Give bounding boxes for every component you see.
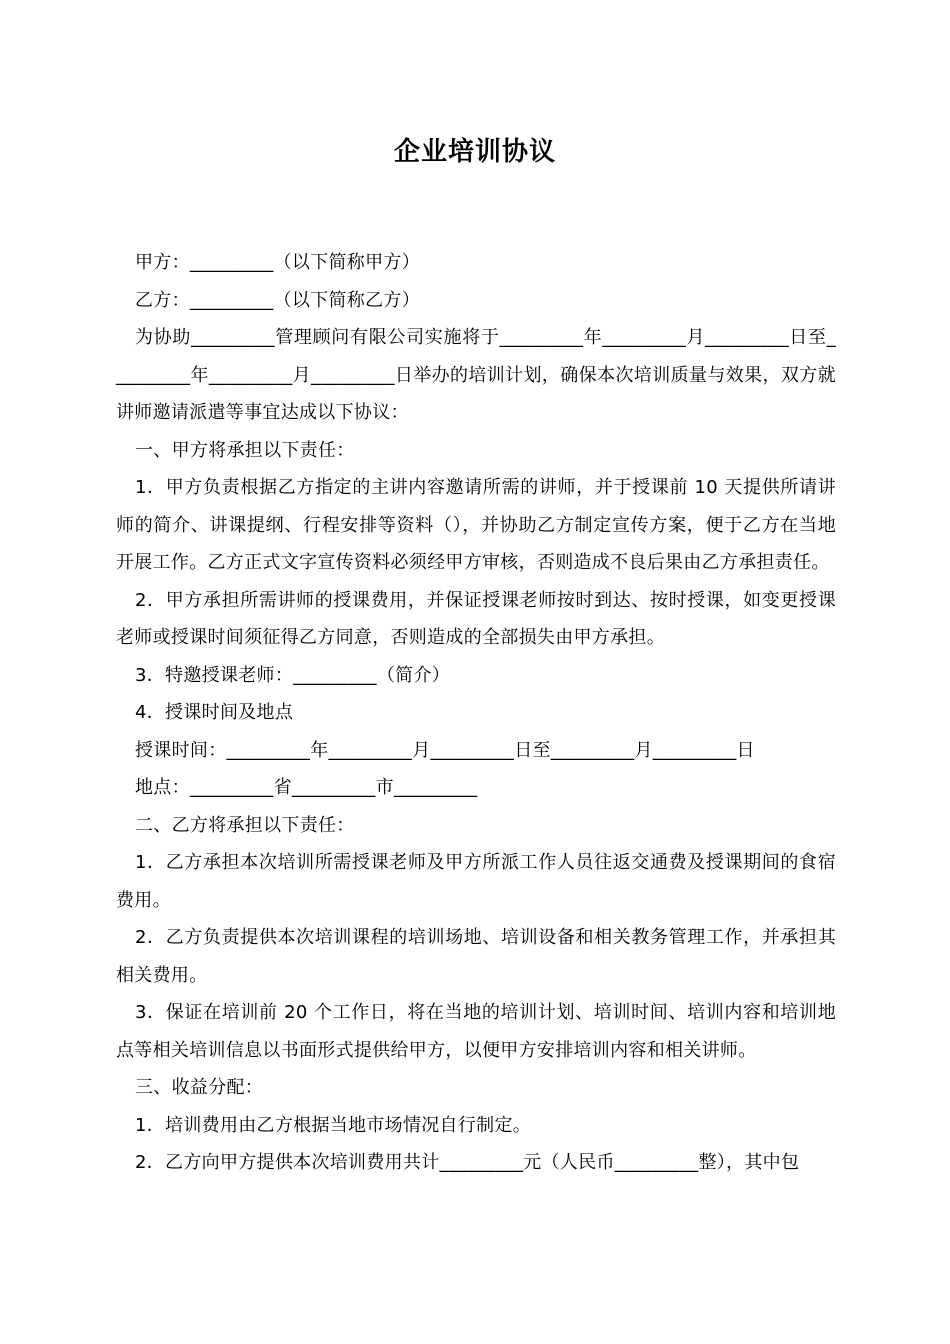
section-heading-party-b: 二、乙方将承担以下责任： — [135, 814, 355, 836]
document-title: 企业培训协议 — [393, 137, 556, 167]
party-a-clause-4: 4．授课时间及地点 — [135, 702, 294, 723]
document-body — [116, 244, 836, 1182]
party-a-line: 甲方：_________（以下简称甲方） — [135, 252, 420, 273]
party-a-clause-1: 1．甲方负责根据乙方指定的主讲内容邀请所需的讲师，并于授课前 10 天提供所请讲师的简介、讲课提纲、行程安排等资料（），并协助乙方制定宣传方案，便于乙方在当地开展工作。乙方正式文字宣传资料必须经甲方审核，否则造成不良后果由乙方承担责任。 — [116, 477, 836, 573]
party-b-line: 乙方：_________（以下简称乙方） — [135, 289, 420, 311]
section-heading-revenue: 三、收益分配： — [135, 1077, 264, 1098]
party-b-clause-2: 2．乙方负责提供本次培训课程的培训场地、培训设备和相关教务管理工作，并承担其相关费用。 — [116, 927, 836, 986]
party-a-clause-2: 2．甲方承担所需讲师的授课费用，并保证授课老师按时到达、按时授课，如变更授课老师或授课时间须征得乙方同意，否则造成的全部损失由甲方承担。 — [116, 589, 836, 648]
teaching-time-line: 授课时间：_________年_________月_________日至_________月_________日 — [135, 739, 755, 761]
party-a-clause-3: 3．特邀授课老师：_________（简介） — [135, 664, 451, 686]
revenue-clause-1: 1．培训费用由乙方根据当地市场情况自行制定。 — [135, 1114, 532, 1136]
party-b-clause-3: 3．保证在培训前 20 个工作日，将在当地的培训计划、培训时间、培训内容和培训地点等相关培训信息以书面形式提供给甲方，以便甲方安排培训内容和相关讲师。 — [116, 1002, 836, 1061]
section-heading-party-a: 一、甲方将承担以下责任： — [135, 439, 355, 461]
preamble-paragraph: 为协助_________管理顾问有限公司实施将于_________年_________月_________日至_________年_________月_________日举办的培训计划，确保本次培训质量与效果，双方就讲师邀请派遣等事宜达成以下协议： — [116, 327, 836, 423]
revenue-clause-2: 2．乙方向甲方提供本次培训费用共计_________元（人民币_________整），其中包 — [135, 1152, 800, 1173]
location-line: 地点：_________省_________市_________ — [135, 777, 478, 798]
party-b-clause-1: 1．乙方承担本次培训所需授课老师及甲方所派工作人员往返交通费及授课期间的食宿费用。 — [116, 852, 836, 911]
